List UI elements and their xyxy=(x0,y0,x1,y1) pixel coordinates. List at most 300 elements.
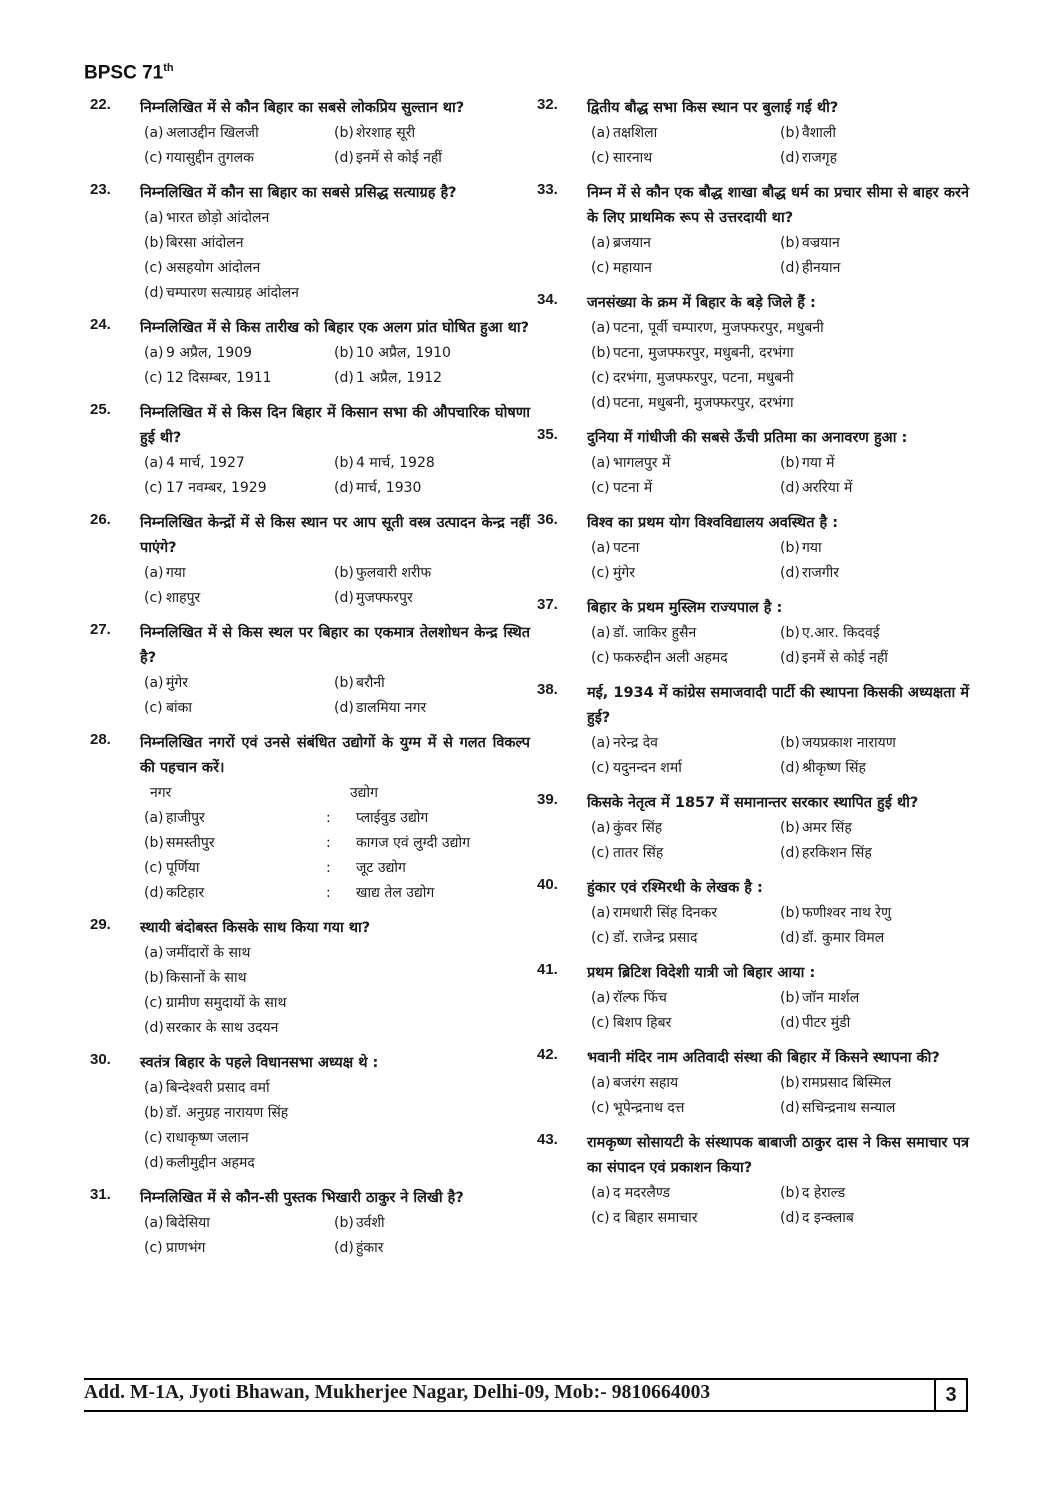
question-text: द्वितीय बौद्ध सभा किस स्थान पर बुलाई गई थी? xyxy=(587,100,839,116)
option-label: (d) xyxy=(144,1155,164,1171)
question-32 xyxy=(537,96,969,171)
option xyxy=(780,256,969,281)
option-label: (d) xyxy=(334,1240,354,1256)
question-30 xyxy=(90,1051,530,1176)
option xyxy=(334,561,524,586)
option xyxy=(334,341,524,366)
option-row xyxy=(144,341,530,366)
question-34 xyxy=(537,291,969,416)
option xyxy=(591,391,969,416)
question-number: 36. xyxy=(537,511,558,528)
option xyxy=(334,451,524,476)
option-row xyxy=(591,841,969,866)
option-label: (b) xyxy=(591,345,611,361)
option-text: भूपेन्द्रनाथ दत्त xyxy=(613,1100,685,1116)
option-text: बिशप हिबर xyxy=(613,1015,672,1031)
question-31 xyxy=(90,1186,530,1261)
option-row xyxy=(591,256,969,281)
question-text: दुनिया में गांधीजी की सबसे ऊँची प्रतिमा का अनावरण हुआ : xyxy=(587,430,908,446)
option-text: वैशाली xyxy=(802,125,837,141)
option xyxy=(780,816,969,841)
option-label: (c) xyxy=(144,150,163,166)
option xyxy=(591,1071,780,1096)
option-row xyxy=(591,1181,969,1206)
option-label: (b) xyxy=(780,125,800,141)
option-label: (d) xyxy=(144,285,164,301)
option-text: 17 नवम्बर, 1929 xyxy=(166,480,267,496)
option xyxy=(334,476,524,501)
question-38 xyxy=(537,681,969,781)
option xyxy=(591,121,780,146)
option-text: डॉ. अनुग्रह नारायण सिंह xyxy=(166,1105,289,1121)
question-text: निम्न में से कौन एक बौद्ध शाखा बौद्ध धर्म का प्रचार सीमा से बाहर करने के लिए प्राथमिक रूप से उत्तरदायी था? xyxy=(587,185,969,226)
option-text: द इन्क्लाब xyxy=(802,1210,854,1226)
option-label: (a) xyxy=(144,675,164,691)
question-number: 34. xyxy=(537,291,558,308)
option-label: (a) xyxy=(591,820,611,836)
question-number: 24. xyxy=(90,316,111,333)
left-question-group-1 xyxy=(90,96,530,721)
option xyxy=(334,671,524,696)
option-label: (b) xyxy=(780,455,800,471)
page-number: 3 xyxy=(934,1378,968,1412)
option-label: (d) xyxy=(334,590,354,606)
question-text: हुंकार एवं रश्मिरथी के लेखक है : xyxy=(587,880,763,896)
option-row xyxy=(144,451,530,476)
options xyxy=(144,206,530,306)
option-text: मुंगेर xyxy=(166,675,188,691)
option-text: बिदेसिया xyxy=(166,1215,210,1231)
option-text: 10 अप्रैल, 1910 xyxy=(356,345,451,361)
question-43 xyxy=(537,1131,969,1231)
option xyxy=(591,1206,780,1231)
option xyxy=(334,1211,524,1236)
option-label: (a) xyxy=(144,210,164,226)
option xyxy=(144,121,334,146)
question-text: स्थायी बंदोबस्त किसके साथ किया गया था? xyxy=(140,920,371,936)
option-label: (a) xyxy=(591,125,611,141)
options xyxy=(144,671,530,721)
question-text: निम्नलिखित में से किस दिन बिहार में किसान सभा की औपचारिक घोषणा हुई थी? xyxy=(140,405,530,446)
question-text: निम्नलिखित में से किस स्थल पर बिहार का एकमात्र तेलशोधन केन्द्र स्थित है? xyxy=(140,625,530,666)
pair-city: पूर्णिया xyxy=(166,860,200,876)
question-number: 37. xyxy=(537,596,558,613)
option-text: पटना, मधुबनी, मुजफ्फरपुर, दरभंगा xyxy=(613,395,794,411)
option-row xyxy=(591,926,969,951)
question-text: निम्नलिखित में से कौन-सी पुस्तक भिखारी ठाकुर ने लिखी है? xyxy=(140,1190,464,1206)
option-text: असहयोग आंदोलन xyxy=(166,260,261,276)
option xyxy=(780,1011,969,1036)
option-label: (c) xyxy=(144,480,163,496)
option-row xyxy=(591,986,969,1011)
option-row xyxy=(144,121,530,146)
option-label: (a) xyxy=(144,455,164,471)
option-label: (b) xyxy=(780,735,800,751)
option xyxy=(334,146,524,171)
option xyxy=(780,621,969,646)
question-36 xyxy=(537,511,969,586)
question-number: 28. xyxy=(90,731,111,748)
option-text: बरौनी xyxy=(356,675,385,691)
option-label: (c) xyxy=(591,845,610,861)
option-text: उर्वशी xyxy=(356,1215,385,1231)
option-text: डॉ. राजेन्द्र प्रसाद xyxy=(613,930,698,946)
option xyxy=(591,841,780,866)
option xyxy=(780,986,969,1011)
option-label: (b) xyxy=(144,235,164,251)
option-row xyxy=(591,1206,969,1231)
option-text: 12 दिसम्बर, 1911 xyxy=(166,370,272,386)
option-text: डॉ. जाकिर हुसैन xyxy=(613,625,697,641)
option-label: (a) xyxy=(591,905,611,921)
options xyxy=(591,1181,969,1231)
options xyxy=(591,986,969,1036)
option xyxy=(144,991,530,1016)
option-label: (d) xyxy=(780,845,800,861)
option-label: (a) xyxy=(144,810,164,826)
option-row xyxy=(591,561,969,586)
option-label: (c) xyxy=(591,150,610,166)
option-label: (c) xyxy=(144,590,163,606)
question-text: निम्नलिखित में से किस तारीख को बिहार एक अलग प्रांत घोषित हुआ था? xyxy=(140,320,530,336)
question-number: 42. xyxy=(537,1046,558,1063)
option-text: 1 अप्रैल, 1912 xyxy=(356,370,443,386)
options xyxy=(144,1211,530,1261)
option-text: राजगीर xyxy=(802,565,839,581)
option-text: बिरसा आंदोलन xyxy=(166,235,244,251)
question-number: 39. xyxy=(537,791,558,808)
option-text: अमर सिंह xyxy=(802,820,852,836)
option-text: गया xyxy=(802,540,822,556)
option-row xyxy=(591,476,969,501)
option-text: महायान xyxy=(613,260,652,276)
option xyxy=(144,366,334,391)
pair-header xyxy=(150,781,530,806)
option-text: फणीश्वर नाथ रेणु xyxy=(802,905,892,921)
pair-row xyxy=(144,831,530,856)
option-text: ब्रजयान xyxy=(613,235,651,251)
options xyxy=(591,731,969,781)
option-row xyxy=(591,756,969,781)
option-text: दरभंगा, मुजफ्फरपुर, पटना, मधुबनी xyxy=(613,370,794,386)
option-label: (c) xyxy=(591,650,610,666)
right-column xyxy=(537,96,969,1241)
options xyxy=(144,341,530,391)
option-text: सरकार के साथ उदयन xyxy=(166,1020,279,1036)
pair-city: समस्तीपुर xyxy=(166,835,215,851)
question-27 xyxy=(90,621,530,721)
option xyxy=(144,1236,334,1261)
option-text: डॉ. कुमार विमल xyxy=(802,930,885,946)
option-label: (b) xyxy=(334,125,354,141)
option-label: (a) xyxy=(591,990,611,1006)
question-number: 27. xyxy=(90,621,111,638)
option-label: (c) xyxy=(591,1210,610,1226)
option-label: (c) xyxy=(591,260,610,276)
option-row xyxy=(591,621,969,646)
options xyxy=(144,941,530,1041)
pair-header-city: नगर xyxy=(150,785,172,801)
options xyxy=(144,561,530,611)
question-26 xyxy=(90,511,530,611)
question-text: निम्नलिखित में कौन सा बिहार का सबसे प्रसिद्ध सत्याग्रह है? xyxy=(140,185,457,201)
question-number: 33. xyxy=(537,181,558,198)
pair-industry: कागज एवं लुग्दी उद्योग xyxy=(356,835,471,851)
option xyxy=(144,671,334,696)
option-label: (d) xyxy=(780,260,800,276)
option xyxy=(780,536,969,561)
option xyxy=(591,621,780,646)
option-label: (d) xyxy=(334,480,354,496)
question-37 xyxy=(537,596,969,671)
option xyxy=(144,561,334,586)
option-label: (d) xyxy=(591,395,611,411)
option xyxy=(334,366,524,391)
option-label: (a) xyxy=(591,540,611,556)
option-row xyxy=(144,1211,530,1236)
option-text: शाहपुर xyxy=(166,590,201,606)
option xyxy=(334,1236,524,1261)
option-text: वज्रयान xyxy=(802,235,840,251)
question-text: प्रथम ब्रिटिश विदेशी यात्री जो बिहार आया : xyxy=(587,965,816,981)
option-text: 4 मार्च, 1927 xyxy=(166,455,245,471)
options xyxy=(591,621,969,671)
option-label: (b) xyxy=(780,820,800,836)
option xyxy=(591,926,780,951)
option xyxy=(780,231,969,256)
question-number: 22. xyxy=(90,96,111,113)
option-label: (c) xyxy=(591,370,610,386)
option-text: बांका xyxy=(166,700,192,716)
option xyxy=(591,561,780,586)
option-label: (c) xyxy=(144,1130,163,1146)
option-text: जमींदारों के साथ xyxy=(166,945,251,961)
option-text: 9 अप्रैल, 1909 xyxy=(166,345,253,361)
question-number: 40. xyxy=(537,876,558,893)
option-row xyxy=(144,696,530,721)
option-text: जयप्रकाश नारायण xyxy=(802,735,896,751)
option xyxy=(591,476,780,501)
option-text: पटना xyxy=(613,540,640,556)
left-column xyxy=(90,96,530,1271)
question-number: 30. xyxy=(90,1051,111,1068)
option-text: राजगृह xyxy=(802,150,838,166)
question-29 xyxy=(90,916,530,1041)
option-label: (b) xyxy=(780,1075,800,1091)
option-row xyxy=(591,121,969,146)
header-title: BPSC 71 xyxy=(84,62,164,84)
option-label: (b) xyxy=(144,835,164,851)
option xyxy=(144,1076,530,1101)
option xyxy=(144,1126,530,1151)
option-text: यदुनन्दन शर्मा xyxy=(613,760,682,776)
question-text: विश्व का प्रथम योग विश्वविद्यालय अवस्थित है : xyxy=(587,515,839,531)
option xyxy=(144,256,530,281)
option-row xyxy=(144,146,530,171)
option-row xyxy=(591,1096,969,1121)
question-number: 26. xyxy=(90,511,111,528)
option-label: (a) xyxy=(144,125,164,141)
option xyxy=(144,1211,334,1236)
option-label: (d) xyxy=(334,700,354,716)
option xyxy=(780,731,969,756)
option-label: (b) xyxy=(780,625,800,641)
pair-separator: : xyxy=(326,885,331,901)
option xyxy=(334,586,524,611)
option xyxy=(780,1096,969,1121)
option xyxy=(591,1096,780,1121)
option-label: (d) xyxy=(780,150,800,166)
option-row xyxy=(591,646,969,671)
options xyxy=(591,231,969,281)
question-42 xyxy=(537,1046,969,1121)
option xyxy=(591,756,780,781)
question-text: भवानी मंदिर नाम अतिवादी संस्था की बिहार में किसने स्थापना की? xyxy=(587,1050,940,1066)
option xyxy=(591,146,780,171)
option-label: (a) xyxy=(591,625,611,641)
option-text: प्राणभंग xyxy=(166,1240,206,1256)
option xyxy=(591,316,969,341)
option-label: (b) xyxy=(780,1185,800,1201)
question-text: निम्नलिखित नगरों एवं उनसे संबंधित उद्योगों के युग्म में से गलत विकल्प की पहचान करें। xyxy=(140,735,530,776)
option-label: (b) xyxy=(780,905,800,921)
option-label: (c) xyxy=(591,565,610,581)
option-label: (d) xyxy=(780,930,800,946)
option-text: भारत छोड़ो आंदोलन xyxy=(166,210,270,226)
question-number: 38. xyxy=(537,681,558,698)
option-row xyxy=(591,901,969,926)
option-label: (a) xyxy=(591,1185,611,1201)
option-label: (a) xyxy=(591,320,611,336)
option-text: गया में xyxy=(802,455,835,471)
question-text: स्वतंत्र बिहार के पहले विधानसभा अध्यक्ष थे : xyxy=(140,1055,379,1071)
option-label: (d) xyxy=(334,150,354,166)
options xyxy=(591,451,969,501)
option-text: फुलवारी शरीफ xyxy=(356,565,432,581)
option xyxy=(591,1181,780,1206)
right-question-group xyxy=(537,96,969,1231)
option-label: (b) xyxy=(780,540,800,556)
option-row xyxy=(591,731,969,756)
question-22 xyxy=(90,96,530,171)
pair-row xyxy=(144,856,530,881)
option xyxy=(144,696,334,721)
option-text: मुजफ्फरपुर xyxy=(356,590,413,606)
option xyxy=(780,476,969,501)
question-35 xyxy=(537,426,969,501)
option-label: (b) xyxy=(144,1105,164,1121)
question-text: रामकृष्ण सोसायटी के संस्थापक बाबाजी ठाकुर दास ने किस समाचार पत्र का संपादन एवं प्रकाशन किया? xyxy=(587,1135,969,1176)
option xyxy=(591,231,780,256)
options xyxy=(591,901,969,951)
option xyxy=(591,451,780,476)
option-text: ग्रामीण समुदायों के साथ xyxy=(166,995,287,1011)
option xyxy=(780,1181,969,1206)
option-label: (c) xyxy=(144,700,163,716)
option-text: हुंकार xyxy=(356,1240,384,1256)
pair-list xyxy=(144,806,530,906)
option xyxy=(591,731,780,756)
option xyxy=(780,121,969,146)
question-39 xyxy=(537,791,969,866)
option-label: (d) xyxy=(780,1210,800,1226)
option-text: मार्च, 1930 xyxy=(356,480,422,496)
option xyxy=(334,121,524,146)
option-text: हीनयान xyxy=(802,260,841,276)
option-text: द मदरलैण्ड xyxy=(613,1185,671,1201)
option xyxy=(144,966,530,991)
pair-row xyxy=(144,881,530,906)
option-text: नरेन्द्र देव xyxy=(613,735,658,751)
pair-header-industry: उद्योग xyxy=(350,785,378,801)
option-text: अररिया में xyxy=(802,480,853,496)
options xyxy=(591,316,969,416)
question-41 xyxy=(537,961,969,1036)
option xyxy=(780,901,969,926)
option-row xyxy=(591,1011,969,1036)
option-label: (d) xyxy=(780,480,800,496)
option-text: गयासुद्दीन तुगलक xyxy=(166,150,254,166)
option xyxy=(780,1206,969,1231)
option xyxy=(144,341,334,366)
option xyxy=(780,1071,969,1096)
option-text: द बिहार समाचार xyxy=(613,1210,698,1226)
option-label: (a) xyxy=(591,1075,611,1091)
question-number: 31. xyxy=(90,1186,111,1203)
option-text: इनमें से कोई नहीं xyxy=(356,150,442,166)
option-label: (d) xyxy=(334,370,354,386)
option-label: (c) xyxy=(591,480,610,496)
option-text: श्रीकृष्ण सिंह xyxy=(802,760,866,776)
option-text: हरकिशन सिंह xyxy=(802,845,872,861)
option-label: (c) xyxy=(591,760,610,776)
option-label: (b) xyxy=(334,1215,354,1231)
option xyxy=(591,986,780,1011)
option-text: गया xyxy=(166,565,186,581)
option-row xyxy=(591,146,969,171)
option-text: शेरशाह सूरी xyxy=(356,125,416,141)
options xyxy=(144,121,530,171)
pair-city: कटिहार xyxy=(166,885,205,901)
option-label: (a) xyxy=(144,1080,164,1096)
option xyxy=(144,1016,530,1041)
option-text: जॉन मार्शल xyxy=(802,990,860,1006)
option xyxy=(591,341,969,366)
option-label: (c) xyxy=(591,1015,610,1031)
option-text: पटना, मुजफ्फरपुर, मधुबनी, दरभंगा xyxy=(613,345,794,361)
option-label: (a) xyxy=(591,735,611,751)
question-number: 32. xyxy=(537,96,558,113)
option xyxy=(144,281,530,306)
question-number: 41. xyxy=(537,961,558,978)
question-40 xyxy=(537,876,969,951)
option xyxy=(334,696,524,721)
option-row xyxy=(591,816,969,841)
options xyxy=(591,1071,969,1121)
option xyxy=(780,646,969,671)
option-label: (d) xyxy=(144,1020,164,1036)
option-text: रामप्रसाद बिस्मिल xyxy=(802,1075,892,1091)
option-label: (b) xyxy=(780,235,800,251)
option-text: मुंगेर xyxy=(613,565,635,581)
option-row xyxy=(591,451,969,476)
option-text: राधाकृष्ण जलान xyxy=(166,1130,249,1146)
question-text: किसके नेतृत्व में 1857 में समानान्तर सरकार स्थापित हुई थी? xyxy=(587,795,919,811)
option-label: (a) xyxy=(144,945,164,961)
option-text: बिन्देश्वरी प्रसाद वर्मा xyxy=(166,1080,270,1096)
option xyxy=(144,451,334,476)
pair-separator: : xyxy=(326,835,331,851)
